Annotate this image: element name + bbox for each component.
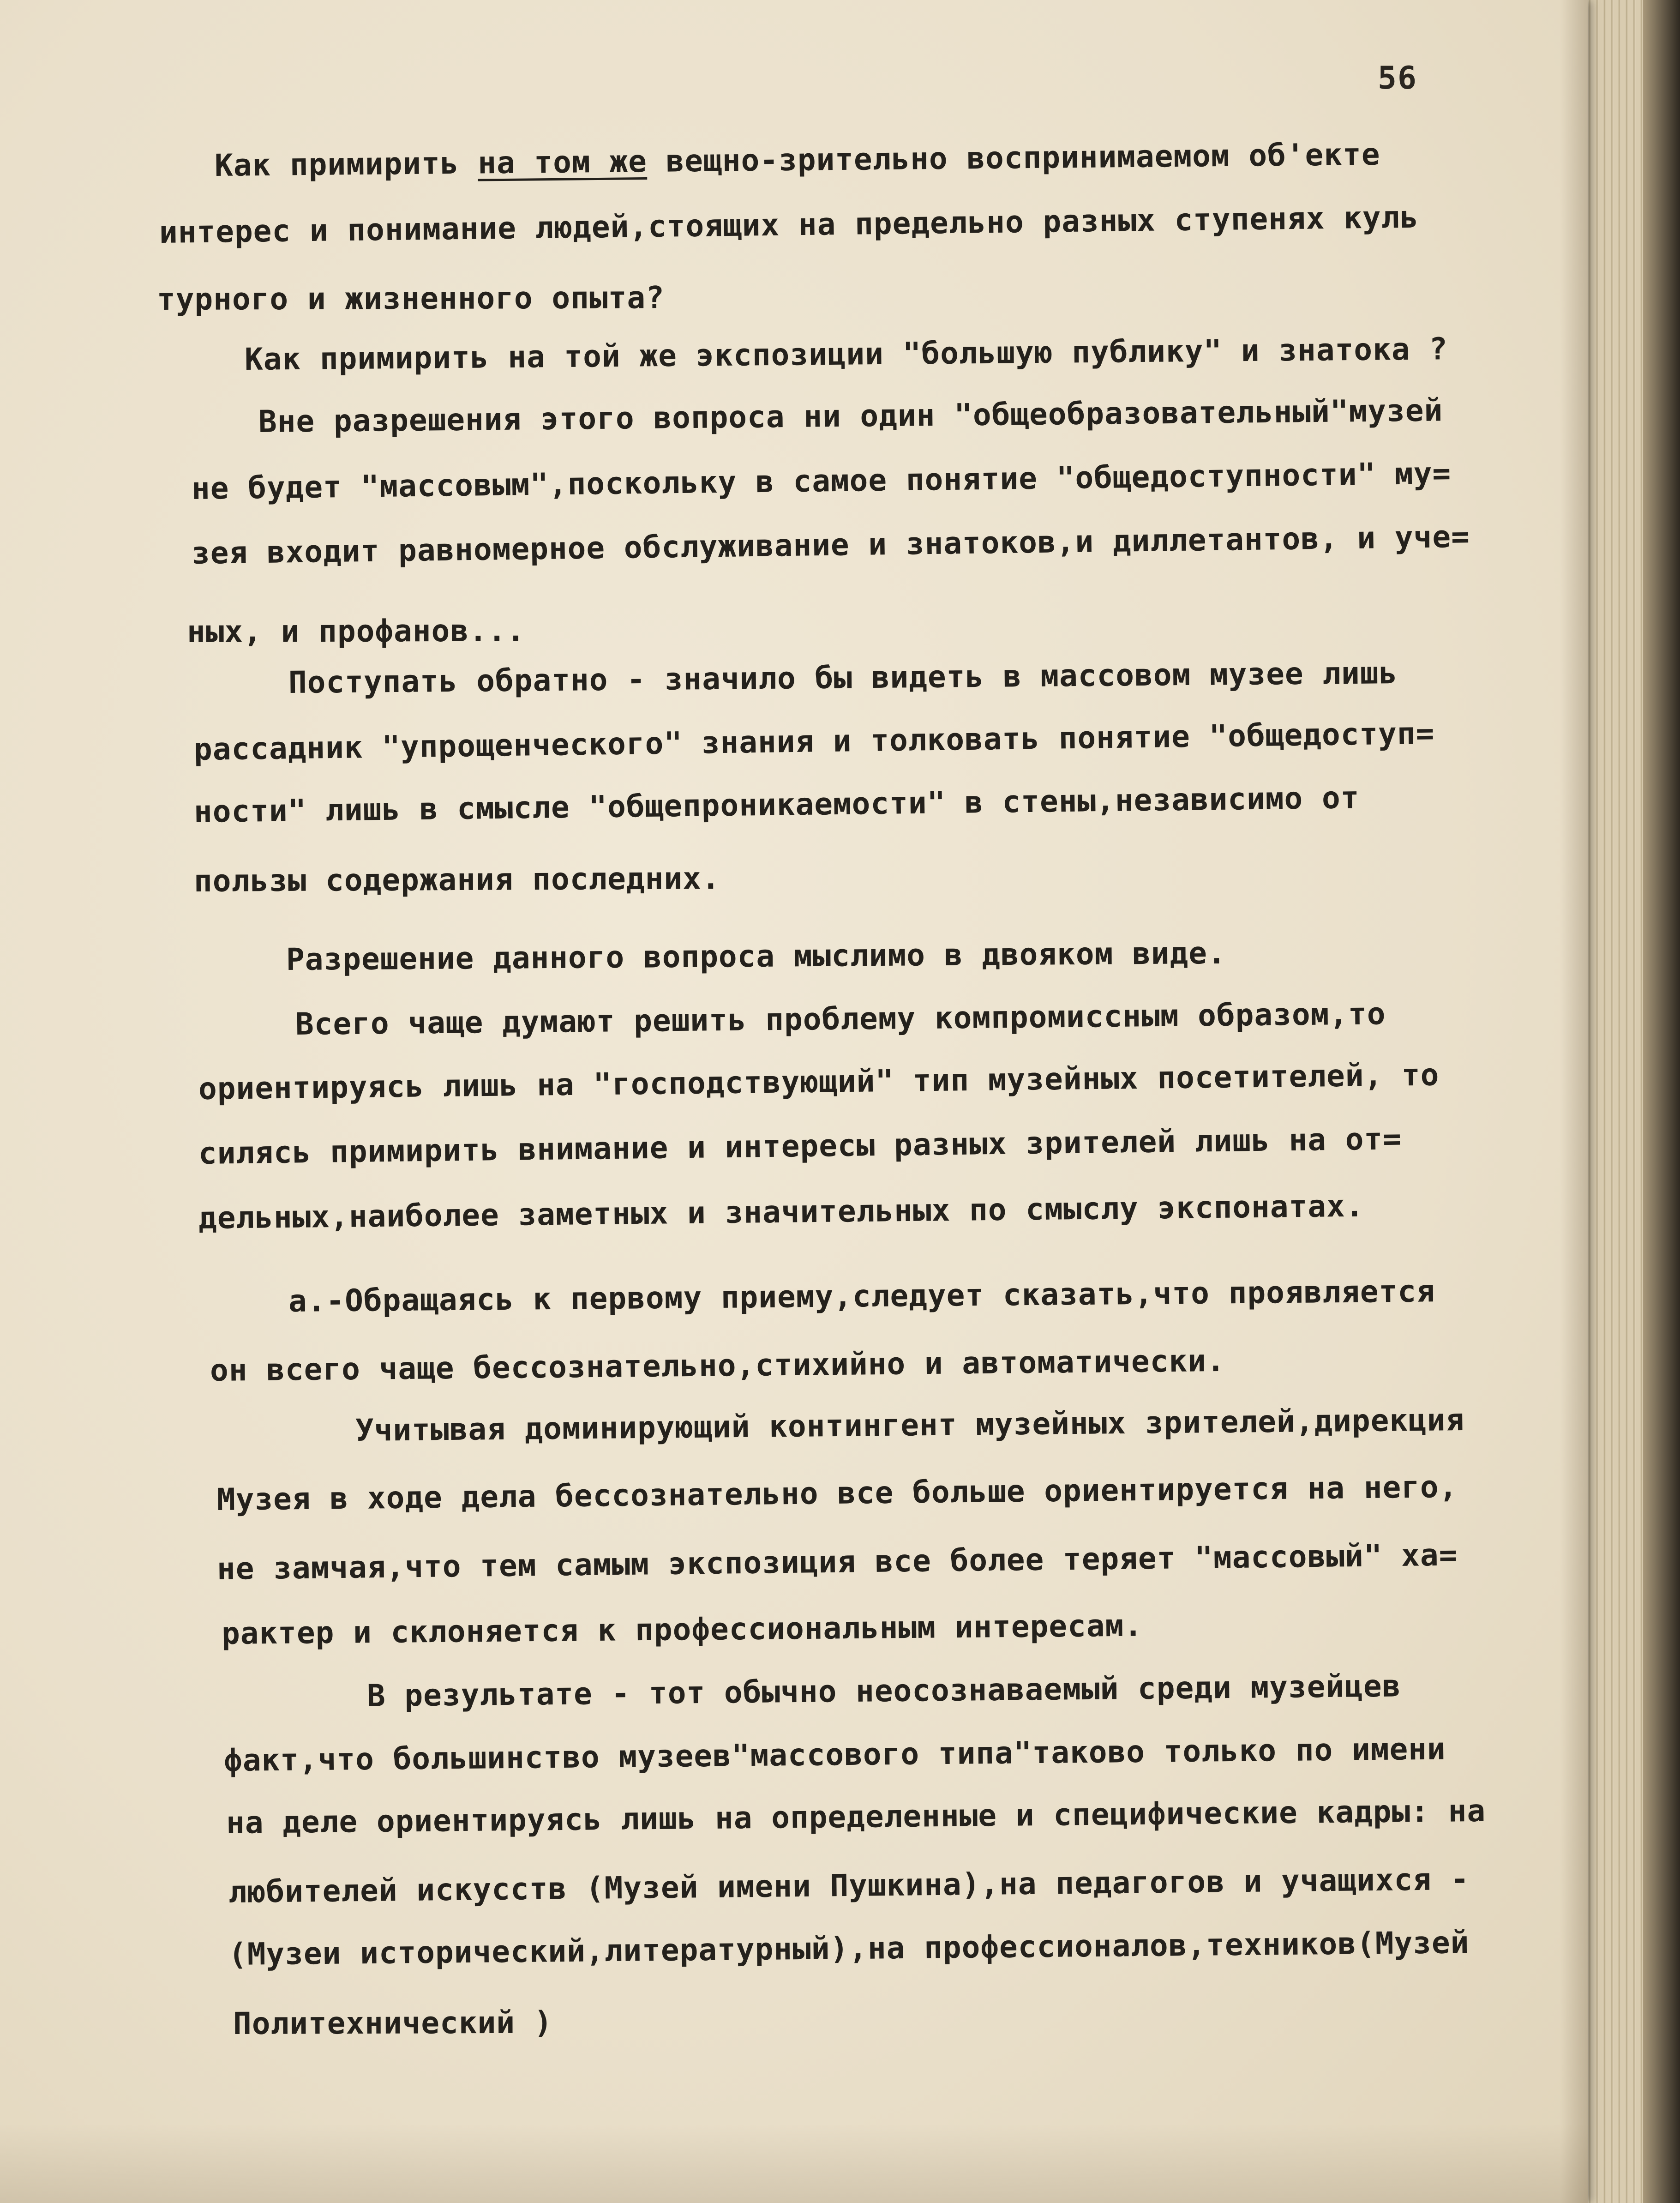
- text-line-28: (Музеи исторический,литературный),на профессионалов,техников(Музей: [228, 1925, 1470, 1972]
- text-line-4: Как примирить на той же экспозиции "большую публику" и знатока ?: [244, 331, 1448, 377]
- text-line-18: а.-Обращаясь к первому приему,следует сказать,что проявляется: [288, 1273, 1436, 1319]
- text-line-21: Музея в ходе дела бессознательно все больше ориентируется на него,: [216, 1469, 1458, 1517]
- text-line-11: ности" лишь в смысле "общепроникаемости" в стены,независимо от: [193, 780, 1360, 830]
- text-line-9: Поступать обратно - значило бы видеть в массовом музее лишь: [288, 655, 1398, 700]
- text-line-26: на деле ориентируясь лишь на определенные и специфические кадры: на: [226, 1793, 1486, 1841]
- text-line-15: ориентируясь лишь на "господствующий" тип музейных посетителей, то: [198, 1057, 1440, 1107]
- text-line-12: пользы содержания последних.: [193, 861, 720, 899]
- text-line-14: Всего чаще думают решить проблему компромиссным образом,то: [295, 996, 1386, 1042]
- page-number: 56: [1378, 60, 1417, 96]
- text-line-2: интерес и понимание людей,стоящих на предельно разных ступенях куль: [159, 199, 1419, 250]
- text-line-29: Политехнический ): [233, 2004, 553, 2041]
- text-line-20: Учитывая доминирующий контингент музейных зрителей,дирекция: [355, 1402, 1465, 1448]
- text-line-16: силясь примирить внимание и интересы разных зрителей лишь на от=: [198, 1121, 1402, 1171]
- text-line-17: дельных,наиболее заметных и значительных по смыслу экспонатах.: [198, 1188, 1364, 1236]
- text-line-27: любителей искусств (Музей имени Пушкина),на педагогов и учащихся -: [228, 1861, 1470, 1910]
- text-line-5: Вне разрешения этого вопроса ни один "общеобразовательный"музей: [258, 392, 1443, 439]
- text-line-3: турного и жизненного опыта?: [156, 280, 665, 317]
- paper-edge-shading: [1560, 0, 1588, 2203]
- text-line-25: факт,что большинство музеев"массового типа"таково только по имени: [223, 1731, 1446, 1778]
- text-line-10: рассадник "упрощенческого" знания и толковать понятие "общедоступ=: [193, 715, 1435, 767]
- bottom-page-shading: [0, 2124, 1588, 2203]
- text-line-24: В результате - тот обычно неосознаваемый среди музейцев: [366, 1668, 1401, 1714]
- line-1-start: Как примирить: [214, 145, 478, 183]
- text-line-7: зея входит равномерное обслуживание и знатоков,и диллетантов, и уче=: [191, 518, 1470, 571]
- text-line-8: ных, и профанов...: [186, 613, 526, 650]
- underlined-phrase: на том же: [477, 144, 648, 181]
- binding-shadow: [1643, 0, 1680, 2203]
- line-1-end: вещно-зрительно воспринимаемом об'екте: [647, 136, 1380, 180]
- text-line-1: [215, 137, 1380, 183]
- text-line-6: не будет "массовым",поскольку в самое понятие "общедоступности" му=: [191, 455, 1452, 506]
- text-line-22: не замчая,что тем самым экспозиция все более теряет "массовый" ха=: [216, 1537, 1458, 1587]
- text-line-19: он всего чаще бессознательно,стихийно и автоматически.: [210, 1342, 1225, 1388]
- text-line-23: рактер и склоняется к профессиональным интересам.: [221, 1607, 1143, 1651]
- text-line-13: Разрешение данного вопроса мыслимо в двояком виде.: [286, 935, 1227, 977]
